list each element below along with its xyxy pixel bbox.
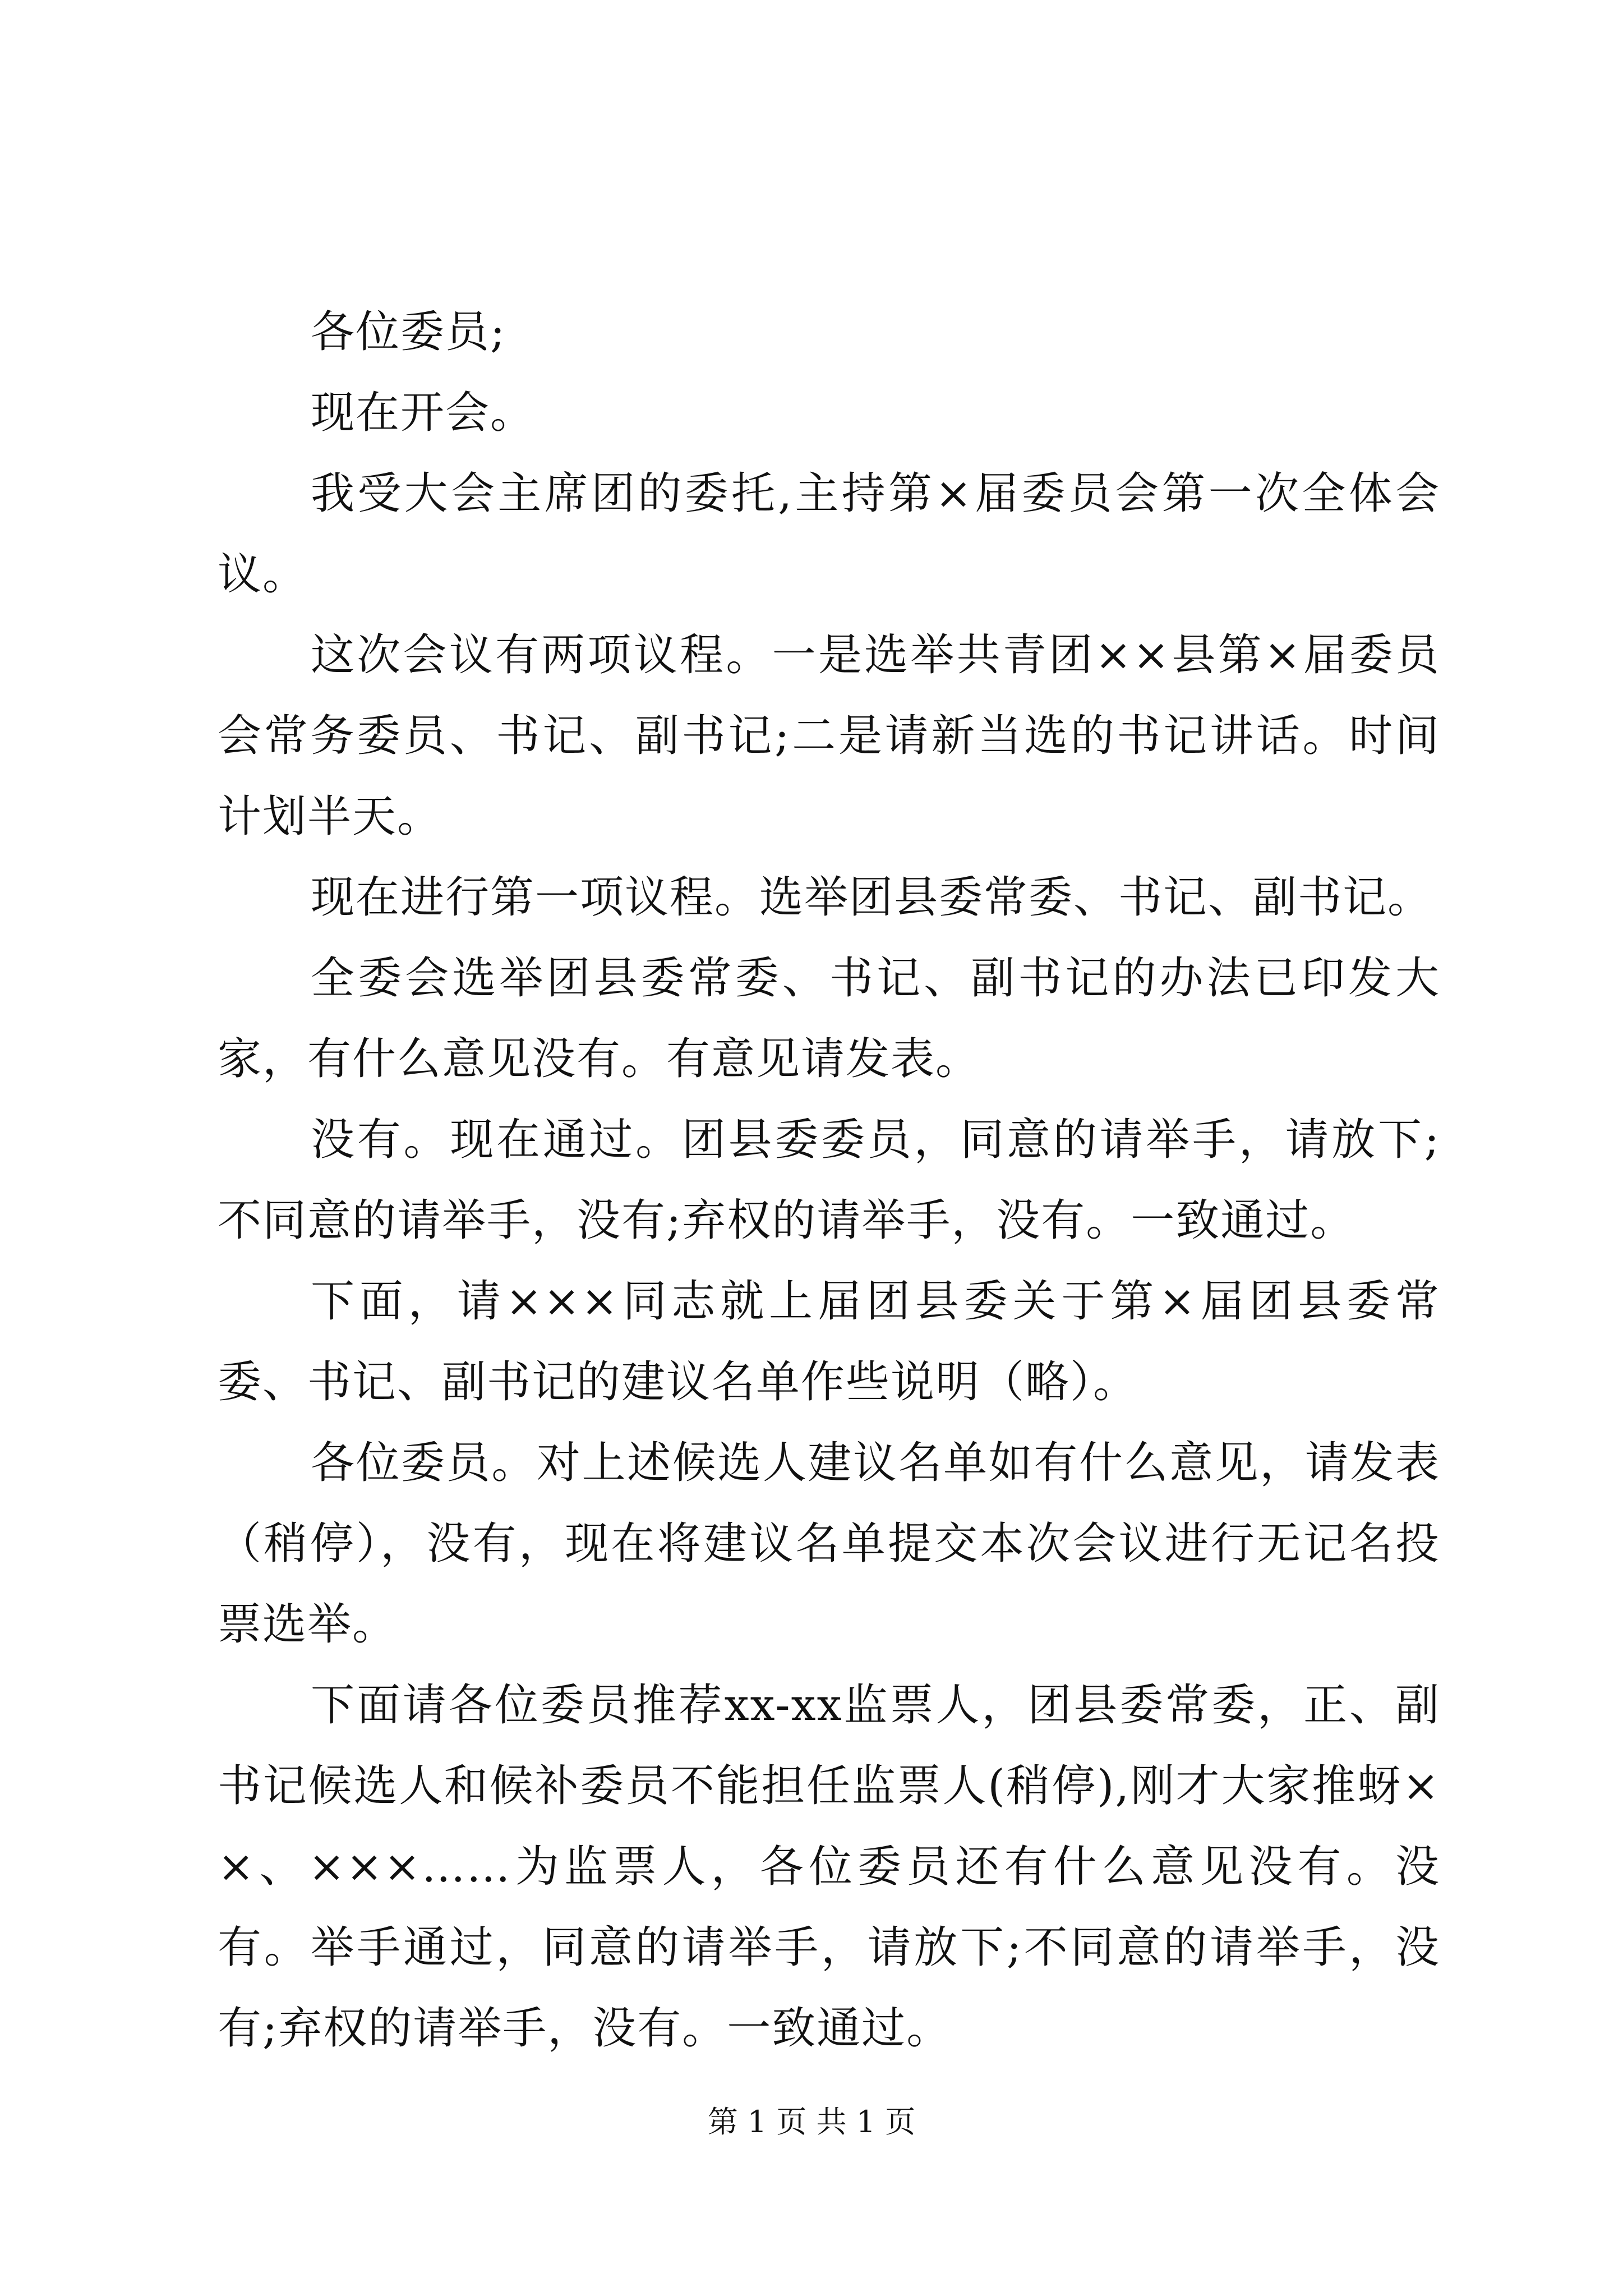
paragraph-scrutineers: 下面请各位委员推荐xx-xx监票人，团县委常委，正、副书记候选人和候补委员不能担任监票人(稍停),刚才大家推蚜××、×××……为监票人，各位委员还有什么意见没有。没有。举手通过，同意的请举手，请放下;不同意的请举手，没有;弃权的请举手，没有。一致通过。 — [218, 1680, 1440, 2054]
paragraph-nominee-explanation: 下面，请×××同志就上届团县委关于第×届团县委常委、书记、副书记的建议名单作些说明（略）。 — [218, 1276, 1440, 1407]
paragraph-election-method: 全委会选举团县委常委、书记、副书记的办法已印发大家，有什么意见没有。有意见请发表。 — [218, 953, 1440, 1084]
paragraph-salutation: 各位委员; — [311, 307, 506, 357]
paragraph-agenda: 这次会议有两项议程。一是选举共青团××县第×届委员会常务委员、书记、副书记;二是请新当选的书记讲话。时间计划半天。 — [218, 630, 1440, 842]
paragraph-entrusted: 我受大会主席团的委托,主持第×届委员会第一次全体会议。 — [218, 468, 1440, 600]
paragraph-first-item: 现在进行第一项议程。选举团县委常委、书记、副书记。 — [311, 872, 1433, 923]
paragraph-candidate-list: 各位委员。对上述候选人建议名单如有什么意见，请发表（稍停），没有，现在将建议名单提交本次会议进行无记名投票选举。 — [218, 1438, 1440, 1650]
document-body — [218, 292, 1440, 2069]
page-footer: 第 1 页 共 1 页 — [707, 2104, 916, 2139]
paragraph-opening: 现在开会。 — [311, 388, 536, 438]
paragraph-approval-vote: 没有。现在通过。团县委委员，同意的请举手，请放下;不同意的请举手，没有;弃权的请举手，没有。一致通过。 — [218, 1115, 1440, 1246]
